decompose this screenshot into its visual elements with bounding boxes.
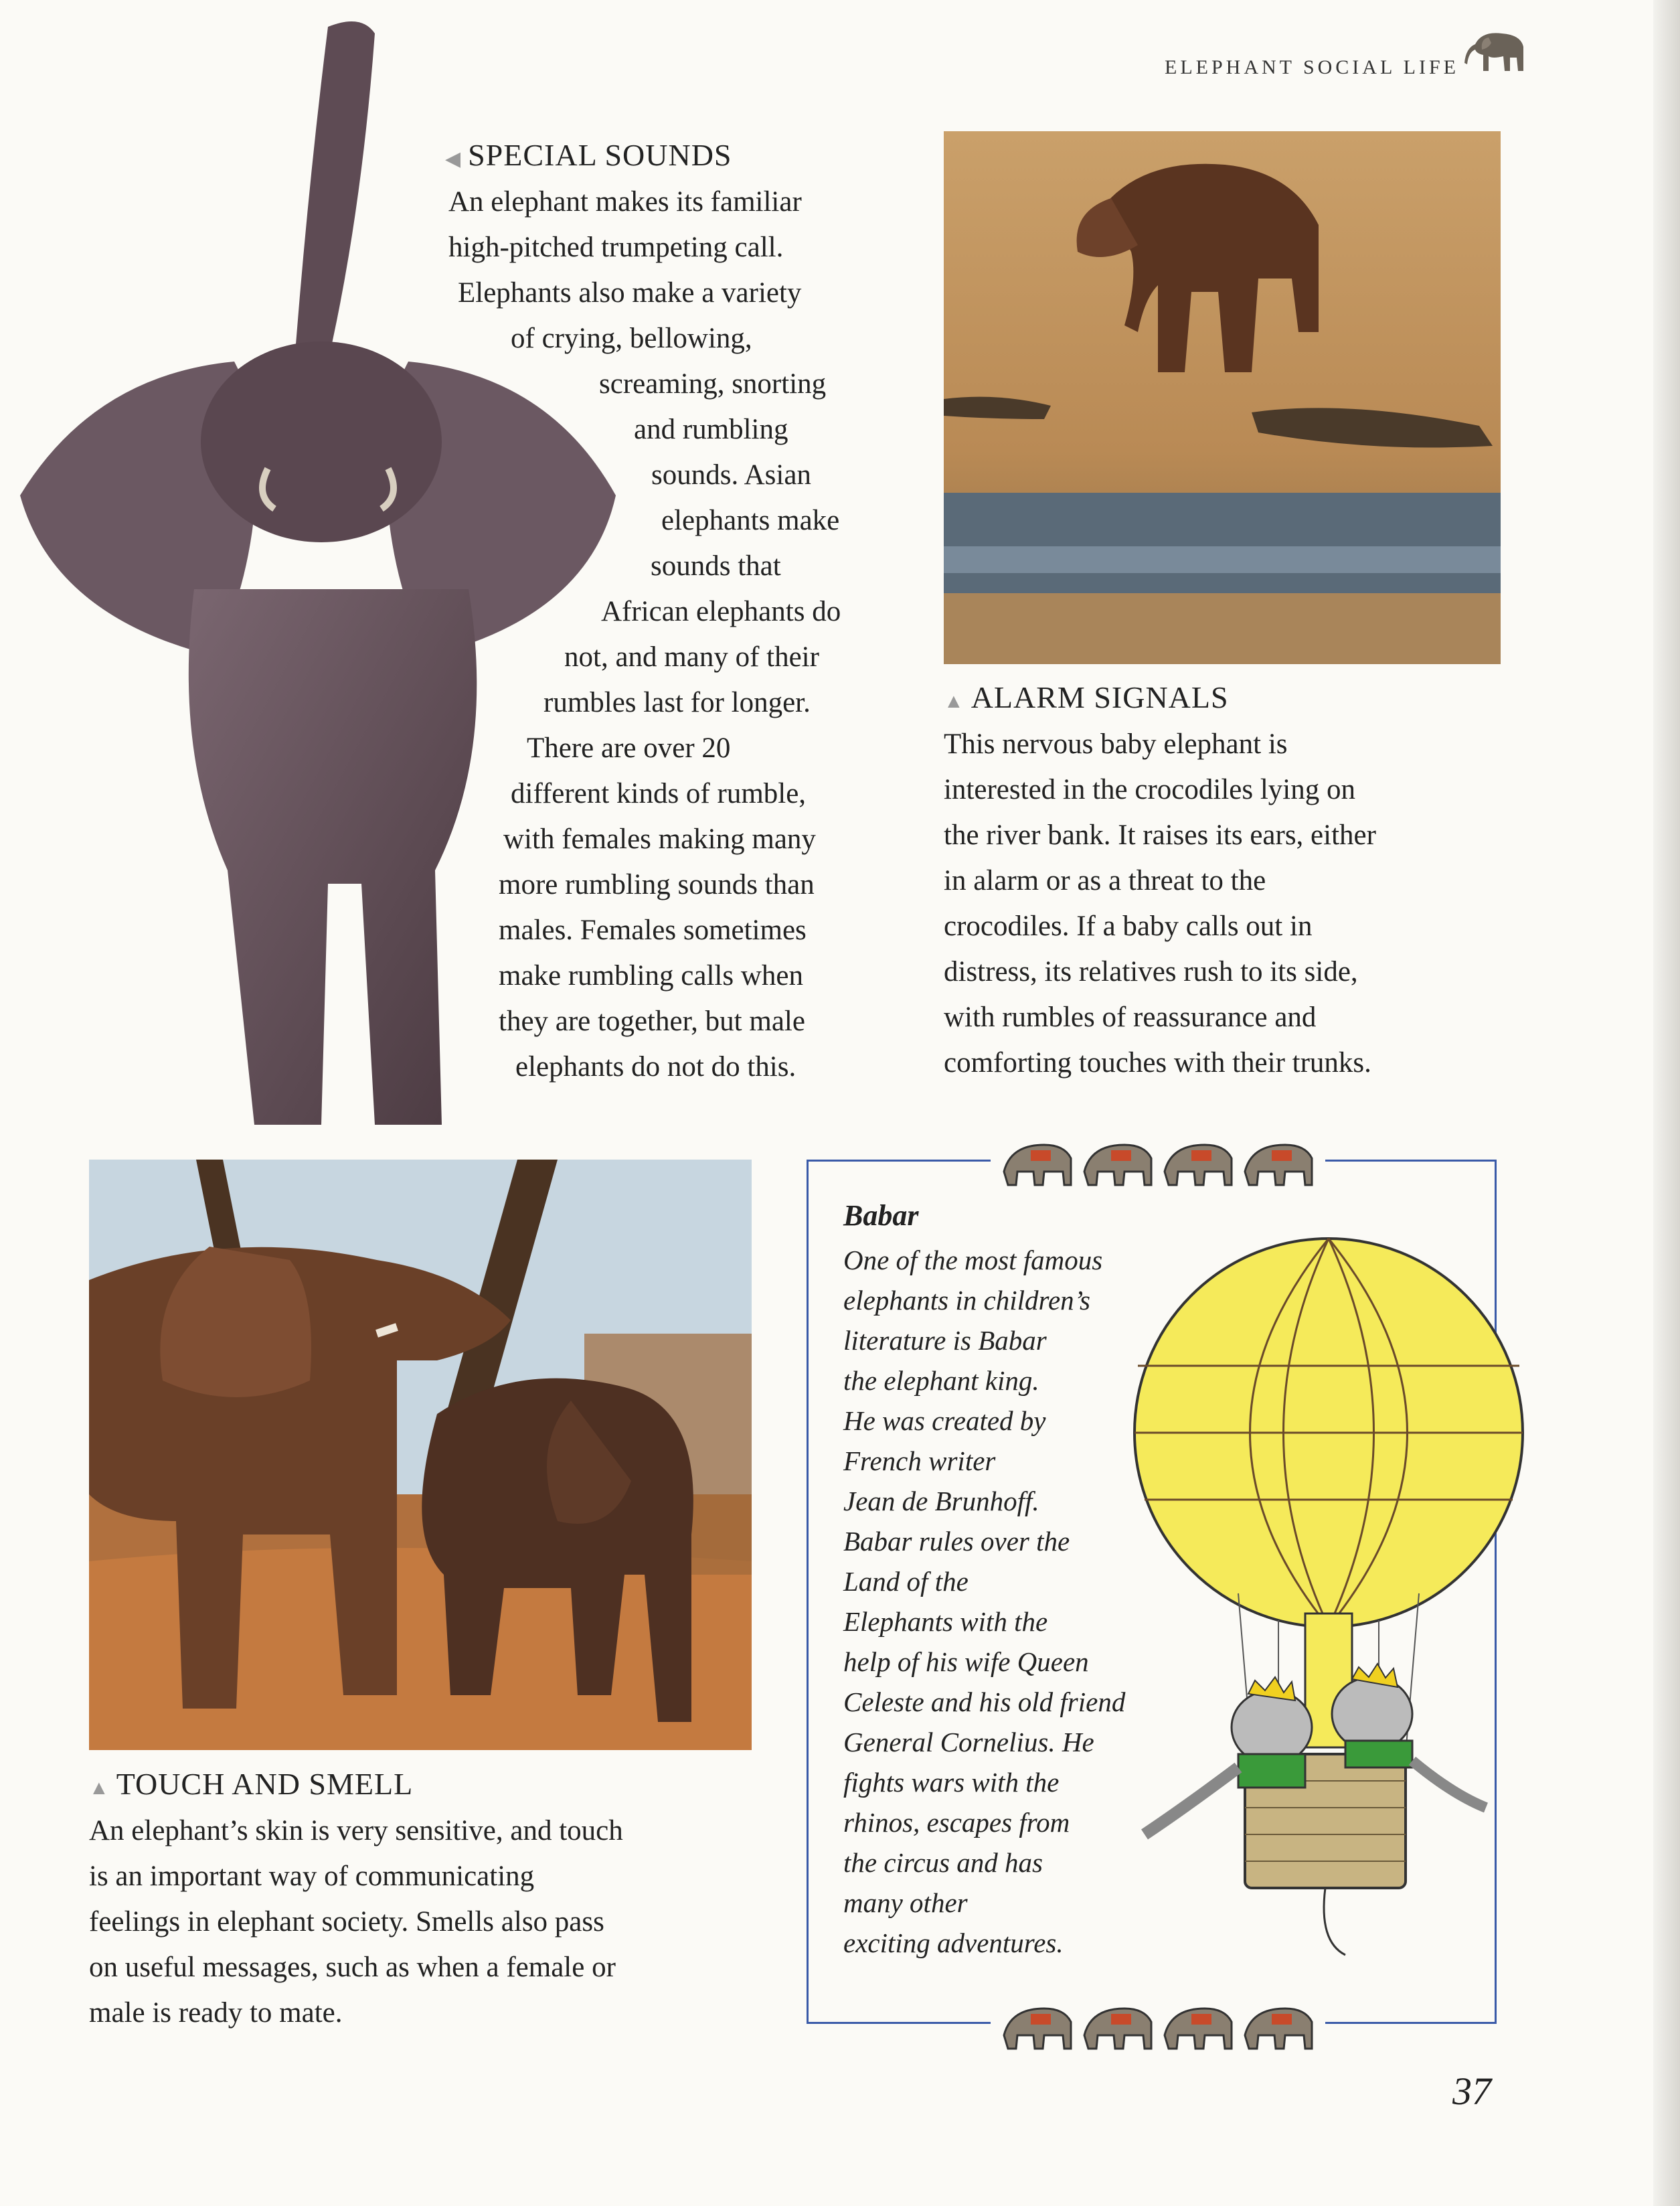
text-line: feelings in elephant society. Smells also pass xyxy=(89,1906,604,1938)
text-line: One of the most famous xyxy=(843,1245,1103,1275)
elephant-icon xyxy=(1462,24,1535,78)
text-line: elephants do not do this. xyxy=(515,1051,796,1083)
babar-body xyxy=(843,1240,1125,1963)
text-line: of crying, bellowing, xyxy=(511,323,752,354)
text-line: with rumbles of reassurance and xyxy=(944,1002,1317,1033)
text-line: more rumbling sounds than xyxy=(499,869,815,900)
text-line: French writer xyxy=(843,1445,996,1476)
text-line: males. Females sometimes xyxy=(499,915,807,946)
text-line: comforting touches with their trunks. xyxy=(944,1047,1371,1079)
page-edge xyxy=(1653,0,1680,2206)
decorative-elephant-parade-top xyxy=(991,1118,1325,1198)
text-line: many other xyxy=(843,1887,968,1918)
text-line: screaming, snorting xyxy=(599,368,827,400)
running-header: ELEPHANT SOCIAL LIFE xyxy=(1165,56,1459,78)
text-line: Celeste and his old friend xyxy=(843,1686,1126,1717)
text-line: An elephant’s skin is very sensitive, and touch xyxy=(89,1815,623,1846)
text-line: not, and many of their xyxy=(564,641,819,673)
text-line: different kinds of rumble, xyxy=(511,778,807,809)
text-line: exciting adventures. xyxy=(843,1927,1064,1958)
text-line: male is ready to mate. xyxy=(89,1997,343,2029)
pointer-up-icon: ▲ xyxy=(89,1777,110,1799)
text-line: the river bank. It raises its ears, either xyxy=(944,819,1376,851)
text-line: in alarm or as a threat to the xyxy=(944,865,1266,896)
text-line: rumbles last for longer. xyxy=(543,687,811,718)
text-line: with females making many xyxy=(503,823,816,855)
text-line: elephants in children’s xyxy=(843,1285,1090,1316)
text-line: distress, its relatives rush to its side, xyxy=(944,956,1358,988)
baby-elephant-crocodiles-photo xyxy=(944,131,1501,664)
alarm-signals-body xyxy=(944,722,1376,1086)
alarm-signals-heading: ▲ ALARM SIGNALS xyxy=(944,680,1229,714)
text-line: literature is Babar xyxy=(843,1325,1047,1356)
touch-and-smell-body xyxy=(89,1808,623,2036)
text-line: on useful messages, such as when a female or xyxy=(89,1952,616,1983)
special-sounds-heading: ◀ SPECIAL SOUNDS xyxy=(445,138,732,172)
text-line: the elephant king. xyxy=(843,1365,1039,1396)
text-line: sounds that xyxy=(651,550,781,582)
pointer-left-icon: ◀ xyxy=(445,148,462,170)
text-line: Land of the xyxy=(843,1566,969,1597)
text-line: Jean de Brunhoff. xyxy=(843,1486,1039,1516)
text-line: African elephants do xyxy=(601,596,841,627)
text-line: Babar rules over the xyxy=(843,1526,1070,1557)
special-sounds-body xyxy=(448,179,841,1090)
text-line: rhinos, escapes from xyxy=(843,1807,1070,1838)
text-line: Elephants also make a variety xyxy=(458,277,802,309)
decorative-elephant-parade-bottom xyxy=(991,1982,1325,2062)
text-line: help of his wife Queen xyxy=(843,1646,1089,1677)
text-line: elephants make xyxy=(661,505,840,536)
text-line: and rumbling xyxy=(634,414,788,445)
text-line: the circus and has xyxy=(843,1847,1043,1878)
babar-title: Babar xyxy=(843,1199,919,1232)
text-line: interested in the crocodiles lying on xyxy=(944,774,1355,805)
text-line: Elephants with the xyxy=(843,1606,1048,1637)
text-line: He was created by xyxy=(843,1405,1046,1436)
text-line: high-pitched trumpeting call. xyxy=(448,232,784,263)
text-line: General Cornelius. He xyxy=(843,1727,1094,1757)
text-line: they are together, but male xyxy=(499,1006,805,1037)
text-line: crocodiles. If a baby calls out in xyxy=(944,911,1313,942)
text-line: fights wars with the xyxy=(843,1767,1060,1798)
pointer-up-icon: ▲ xyxy=(944,690,964,712)
babar-hot-air-balloon-illustration xyxy=(1104,1232,1539,1982)
text-line: make rumbling calls when xyxy=(499,960,803,992)
touch-and-smell-heading: ▲ TOUCH AND SMELL xyxy=(89,1767,414,1801)
text-line: This nervous baby elephant is xyxy=(944,728,1288,760)
text-line: sounds. Asian xyxy=(651,459,811,491)
text-line: is an important way of communicating xyxy=(89,1861,535,1892)
page-number: 37 xyxy=(1452,2069,1491,2113)
text-line: An elephant makes its familiar xyxy=(448,186,802,218)
two-elephants-touching-photo xyxy=(89,1160,752,1750)
text-line: There are over 20 xyxy=(527,732,731,764)
